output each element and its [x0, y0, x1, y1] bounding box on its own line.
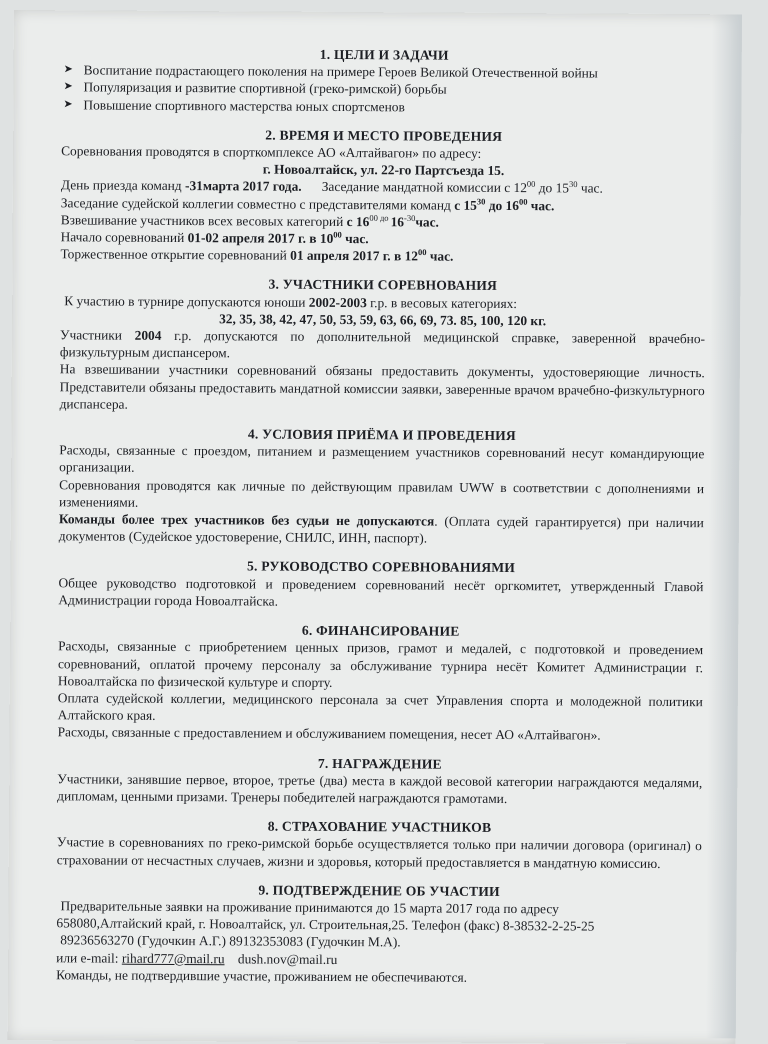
section-title: 3. УЧАСТНИКИ СОРЕВНОВАНИЯ: [268, 276, 498, 294]
section-title: 7. НАГРАЖДЕНИЕ: [317, 755, 442, 772]
goals-list: [61, 61, 706, 117]
section-financing: [58, 620, 704, 744]
paragraph: Предварительные заявки на проживание принимаются до 15 марта 2017 года по адресу: [60, 898, 559, 917]
paragraph: Общее руководство подготовкой и проведением соревнований несёт оргкомитет, утвержденный Главой Администрации города Новоалтайска.: [58, 574, 704, 609]
contact-phones: 89236563270 (Гудочкин А.Г.) 89132353083 (Гудочкин М.А).: [60, 932, 401, 950]
address-line: г. Новоалтайск, ул. 22-го Партсъезда 15.: [262, 161, 505, 179]
paragraph: Соревнования проводятся в спорткомплексе АО «Алтайвагон» по адресу:: [61, 143, 482, 161]
list-item: ➤ Популяризация и развитие спортивной (греко-римской) борьбы: [63, 79, 447, 98]
arrow-bullet-icon: ➤: [63, 63, 73, 76]
list-item: ➤ Воспитание подрастающего поколения на примере Героев Великой Отечественной войны: [63, 62, 598, 81]
section-title: 2. ВРЕМЯ И МЕСТО ПРОВЕДЕНИЯ: [265, 127, 503, 144]
paragraph: Участники, занявшие первое, второе, третье (два) места в каждой весовой категории награждаются медалями, дипломам, ценными призами. Тренеры победителей награждаются грамотами.: [57, 770, 703, 806]
section-participants: [60, 275, 706, 417]
email-link-1[interactable]: rihard777@mail.ru: [121, 950, 225, 966]
paragraph: Расходы, связанные с приобретением ценных призов, грамот и медалей, с подготовкой и проведением соревнований, оплатой прочему персоналу за обслуживание турнира несёт Комитет Администрации г. Новоалтайска по физической культуре и спорту.: [57, 638, 704, 690]
section-goals: [61, 44, 706, 117]
section-awards: [57, 753, 702, 809]
document-sheet: [8, 10, 742, 1044]
opening-line: Торжественное открытие соревнований 01 апреля 2017 г. в $12^{00}$ час.: [60, 246, 454, 264]
section-time-place: [60, 125, 706, 267]
section-title: 8. СТРАХОВАНИЕ УЧАСТНИКОВ: [267, 818, 492, 836]
arrow-bullet-icon: ➤: [63, 80, 73, 93]
weigh-line: Взвешивание участников всех весовых категорий с $16^{00}$ $^{до}$ $16^{-30}час$.: [60, 212, 439, 230]
section-insurance: [57, 816, 702, 872]
section-title: 1. ЦЕЛИ И ЗАДАЧИ: [319, 46, 449, 63]
section-title: 5. РУКОВОДСТВО СОРЕВНОВАНИЯМИ: [247, 558, 516, 576]
paragraph: Расходы, связанные с предоставлением и обслуживанием помещения, несет АО «Алтайвагон».: [57, 724, 601, 743]
document-body: [56, 44, 707, 999]
contact-email-line: или e-mail: rihard777@mail.ru dush.nov@mail.ru: [56, 949, 338, 967]
paragraph: Соревнования проводятся как личные по действующим правилам UWW в соответствии с дополнениями и изменениями.: [58, 476, 705, 510]
section-title: 9. ПОДТВЕРЖДЕНИЕ ОБ УЧАСТИИ: [258, 882, 500, 899]
paragraph: Участие в соревнованиях по греко-римской борьбе осуществляется только при наличии договора (оригинал) о страховании от несчастных случаев, жизни и здоровья, который предоставляется в мандатную комиссию.: [56, 834, 702, 871]
section-title: 6. ФИНАНСИРОВАНИЕ: [301, 622, 460, 639]
section-confirmation: [56, 880, 702, 987]
paragraph: Команды более трех участников без судьи не допускаются. (Оплата судей гарантируется) при наличии документов (Судейское удостоверение, СНИЛС, ИНН, паспорт).: [58, 511, 704, 546]
paragraph: На взвешивании участники соревнований обязаны предоставить документы, удостоверяющие личность. Представители обязаны предоставить мандатной комиссии заявки, заверенные врачом врачебно-физкультурного диспансера.: [59, 361, 705, 412]
judges-line: Заседание судейской коллегии совместно с представителями команд с $15^{30}$ до $16^{00}$ час.: [60, 194, 555, 213]
list-item: ➤ Повышение спортивного мастерства юных спортсменов: [63, 97, 405, 114]
section-management: [58, 557, 703, 613]
section-conditions: [59, 424, 705, 548]
paragraph: Оплата судейской коллегии, медицинского персонала за счет Управления спорта и молодежной политики Алтайского края.: [57, 690, 703, 723]
arrival-line: День приезда команд -31марта 2017 года. Заседание мандатной комиссии с $12^{00}$ до $15^{30}$ час.: [60, 177, 603, 197]
paragraph: Участники 2004 г.р. допускаются по дополнительной медицинской справке, заверенной врачебно-физкультурным диспансером.: [59, 327, 706, 361]
paragraph: Команды, не подтвердившие участие, проживанием не обеспечиваются.: [56, 967, 468, 985]
contact-address: 658080,Алтайский край, г. Новоалтайск, ул. Строительная,25. Телефон (факс) 8-38532-2-25-25: [56, 915, 595, 934]
email-link-2[interactable]: dush.nov@mail.ru: [237, 950, 338, 967]
weight-categories: 32, 35, 38, 42, 47, 50, 53, 59, 63, 66, 69, 73. 85, 100, 120 кг.: [219, 311, 547, 329]
start-line: Начало соревнований 01-02 апреля 2017 г. в $10^{00}$ час.: [60, 229, 369, 247]
section-title: 4. УСЛОВИЯ ПРИЁМА И ПРОВЕДЕНИЯ: [247, 426, 516, 444]
paragraph: Расходы, связанные с проездом, питанием и размещением участников соревнований несут командирующие организации.: [59, 442, 705, 476]
paragraph: К участию в турнире допускаются юноши 2002-2003 г.р. в весовых категориях:: [64, 292, 518, 311]
arrow-bullet-icon: ➤: [63, 97, 73, 110]
sheet-edge-shadow: [706, 14, 742, 1038]
